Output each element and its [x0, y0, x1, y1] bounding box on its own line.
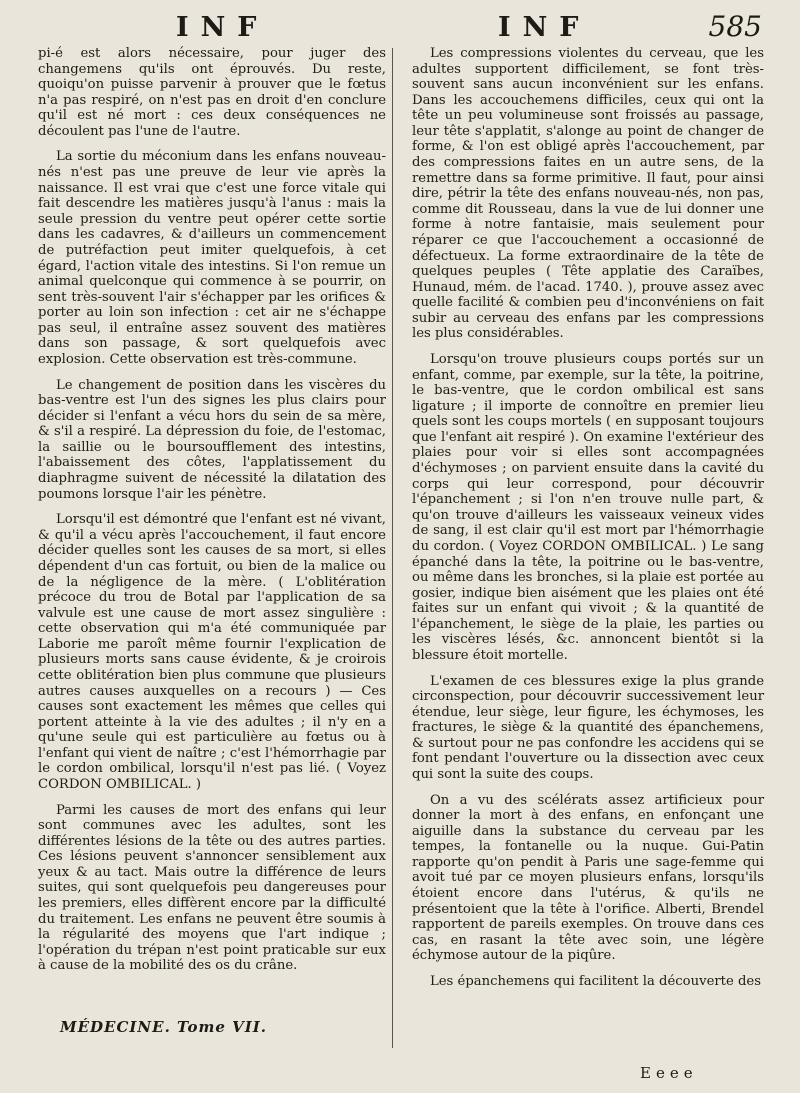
sheet-mark: Eeee — [640, 1064, 698, 1082]
paragraph: pi-é est alors nécessaire, pour juger des changemens qu'ils ont éprouvés. Du reste, quoiqu'on puisse parvenir à prouver que le fœtus n'a pas respiré, on n'est pas en droit d'en conclure qu'il est né mort : ces deux conséquences ne découlent pas l'une de l'autre. — [38, 46, 386, 139]
paragraph: Les compressions violentes du cerveau, que les adultes supportent difficilement, se font très-souvent sans aucun inconvénient sur les enfans. Dans les accouchemens difficiles, ceux qui ont la tête un peu volumineuse sont froissés au passage, leur tête s'applatit, s'alonge au point de changer de forme, & l'on est obligé après l'accouchement, par des compressions faites en un autre sens, de la remettre dans sa forme primitive. Il faut, pour ainsi dire, pétrir la tête des enfans nouveau-nés, non pas, comme dit Rousseau, dans la vue de lui donner une forme à notre fantaisie, mais seulement pour réparer ce que l'accouchement a occasionné de défectueux. La forme extraordinaire de la tête de quelques peuples ( Tête applatie des Caraïbes, Hunaud, mém. de l'acad. 1740. ), prouve assez avec quelle facilité & combien peu d'inconvéniens on fait subir au cerveau des enfans par les compressions les plus considérables. — [412, 46, 764, 342]
paragraph: Le changement de position dans les viscères du bas-ventre est l'un des signes les plus clairs pour décider si l'enfant a vécu hors du sein de sa mère, & s'il a respiré. La dépression du foie, de l'estomac, la saillie ou le boursoufflement des intestins, l'abaissement des côtes, l'applatissement du diaphragme suivent de nécessité la dilatation des poumons lorsque l'air les pénètre. — [38, 377, 386, 502]
paragraph: L'examen de ces blessures exige la plus grande circonspection, pour découvrir successivement leur étendue, leur siège, leur figure, les échymoses, les fractures, le siège & la quantité des épanchemens, & surtout pour ne pas confondre les accidens qui se font pendant l'ouverture ou la dissection avec ceux qui sont la suite des coups. — [412, 673, 764, 783]
paragraph: Parmi les causes de mort des enfans qui leur sont communes avec les adultes, sont les différentes lésions de la tête ou des autres parties. Ces lésions peuvent s'annoncer sensiblement aux yeux & au tact. Mais outre la différence de leurs suites, qui sont quelquefois peu dangereuses pour les premiers, elles diffèrent encore par la difficulté du traitement. Les enfans ne peuvent être soumis à la régularité des moyens que l'art indique ; l'opération du trépan n'est point praticable sur eux à cause de la mobilité des os du crâne. — [38, 802, 386, 974]
signature-line: MÉDECINE. Tome VII. — [60, 1018, 267, 1036]
left-column — [38, 46, 386, 984]
paragraph: La sortie du méconium dans les enfans nouveau-nés n'est pas une preuve de leur vie après la naissance. Il est vrai que c'est une force vitale qui fait descendre les matières jusqu'à l'anus : mais la seule pression du ventre peut opérer cette sortie dans les cadavres, & d'ailleurs un commencement de putréfaction peut imiter quelquefois, à cet égard, l'action vitale des intestins. Si l'on remue un animal quelconque qui commence à se pourrir, on sent très-souvent l'air s'échapper par les orifices & porter au loin son infection : cet air ne s'échappe pas seul, il entraîne assez souvent des matières dans son passage, & sort quelquefois avec explosion. Cette observation est très-commune. — [38, 149, 386, 367]
page-number: 585 — [708, 10, 762, 43]
paragraph: Les épanchemens qui facilitent la découverte des — [430, 973, 761, 989]
paragraph: Lorsqu'on trouve plusieurs coups portés sur un enfant, comme, par exemple, sur la tête, la poitrine, le bas-ventre, que le cordon ombilical est sans ligature ; il importe de connoître en premier lieu quels sont les coups mortels ( en supposant toujours que l'enfant ait respiré ). On examine l'extérieur des plaies pour voir si elles sont accompagnées d'échymoses ; on parvient ensuite dans la cavité du corps qui leur correspond, pour découvrir l'épanchement ; si l'on n'en trouve nulle part, & qu'on trouve d'ailleurs les vaisseaux veineux vides de sang, il est clair qu'il est mort par l'hémorrhagie du cordon. ( Voyez CORDON OMBILICAL. ) Le sang épanché dans la tête, la poitrine ou le bas-ventre, ou même dans les bronches, si la plaie est portée au gosier, indique bien aisément que les plaies ont été faites sur un enfant qui vivoit ; & la quantité de l'épanchement, le siège de la plaie, les parties ou les viscères lésés, &c. annoncent bientôt si la blessure étoit mortelle. — [412, 351, 764, 663]
running-head-right: INF — [498, 12, 591, 43]
column-divider — [392, 48, 393, 1048]
paragraph: On a vu des scélérats assez artificieux pour donner la mort à des enfans, en enfonçant une aiguille dans la substance du cerveau par les tempes, la fontanelle ou la nuque. Gui-Patin rapporte qu'on pendit à Paris une sage-femme qui avoit tué par ce moyen plusieurs enfans, lorsqu'ils étoient encore dans l'utérus, & qu'ils ne présentoient que la tête à l'orifice. Alberti, Brendel rapportent de pareils exemples. On trouve dans ces cas, en rasant la tête avec soin, une légère échymose autour de la piqûre. — [412, 792, 764, 964]
running-head-left: INF — [176, 12, 269, 43]
right-column — [412, 46, 764, 1000]
paragraph: Lorsqu'il est démontré que l'enfant est né vivant, & qu'il a vécu après l'accouchement, il faut encore décider quelles sont les causes de sa mort, si elles dépendent d'un cas fortuit, ou bien de la malice ou de la négligence de la mère. ( L'oblitération précoce du trou de Botal par l'application de sa valvule est une cause de mort assez singulière : cette observation qui m'a été communiquée par Laborie me paroît même fournir l'explication de plusieurs morts sans cause évidente, & je croirois cette oblitération bien plus commune que plusieurs autres causes auxquelles on a recours ) — Ces causes sont exactement les mêmes que celles qui portent atteinte à la vie des adultes ; il n'y en a qu'une seule qui est particulière au fœtus ou à l'enfant qui vient de naître ; c'est l'hémorrhagie par le cordon ombilical, lorsqu'il n'est pas lié. ( Voyez CORDON OMBILICAL. ) — [38, 512, 386, 793]
